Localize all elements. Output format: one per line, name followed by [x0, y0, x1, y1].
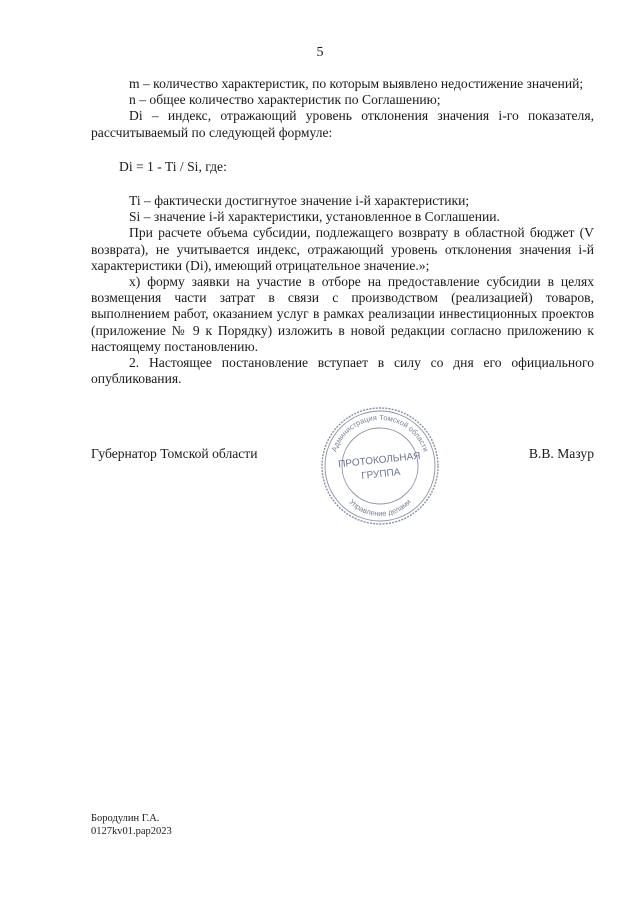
document-body: [91, 76, 594, 387]
formula: Di = 1 - Ti / Si, где:: [119, 158, 227, 174]
official-stamp: [318, 404, 442, 528]
footer-author: Бородулин Г.А.: [91, 813, 160, 824]
paragraph-n-definition: n – общее количество характеристик по Соглашению;: [129, 92, 441, 108]
paragraph-si-definition: Si – значение i-й характеристики, установленное в Соглашении.: [129, 209, 500, 225]
stamp-ring-bottom-text: Управление делами: [347, 497, 413, 519]
page-number: 5: [316, 45, 324, 60]
paragraph-effective-date: 2. Настоящее постановление вступает в силу со дня его официального опубликования.: [91, 355, 594, 387]
paragraph-subsidy-return: При расчете объема субсидии, подлежащего возврату в областной бюджет (V возврата), не учитывается индекс, отражающий уровень отклонения значения i-й характеристики (Di), имеющий отрицательное значение.»;: [91, 225, 594, 273]
stamp-ring-top-text: Администрация Томской области: [329, 412, 431, 453]
signatory-position: Губернатор Томской области: [91, 446, 258, 461]
paragraph-application-form: х) форму заявки на участие в отборе на предоставление субсидии в целях возмещения части затрат в связи с производством (реализацией) товаров, выполнением работ, оказанием услуг в рамках реализации инвестиционных проектов (приложение № 9 к Порядку) изложить в новой редакции согласно приложению к настоящему постановлению.: [91, 274, 594, 354]
paragraph-di-definition: Di – индекс, отражающий уровень отклонения значения i-го показателя, рассчитываемый по следующей формуле:: [91, 108, 594, 140]
stamp-line-2: ГРУППА: [360, 466, 401, 482]
paragraph-ti-definition: Ti – фактически достигнутое значение i-й характеристики;: [129, 193, 470, 209]
stamp-line-1: ПРОТОКОЛЬНАЯ: [337, 450, 422, 471]
document-footer: [91, 812, 172, 838]
paragraph-m-definition: m – количество характеристик, по которым выявлено недостижение значений;: [129, 76, 584, 91]
signatory-name: В.В. Мазур: [528, 446, 594, 461]
footer-doc-code: 0127kv01.pap2023: [91, 826, 172, 837]
